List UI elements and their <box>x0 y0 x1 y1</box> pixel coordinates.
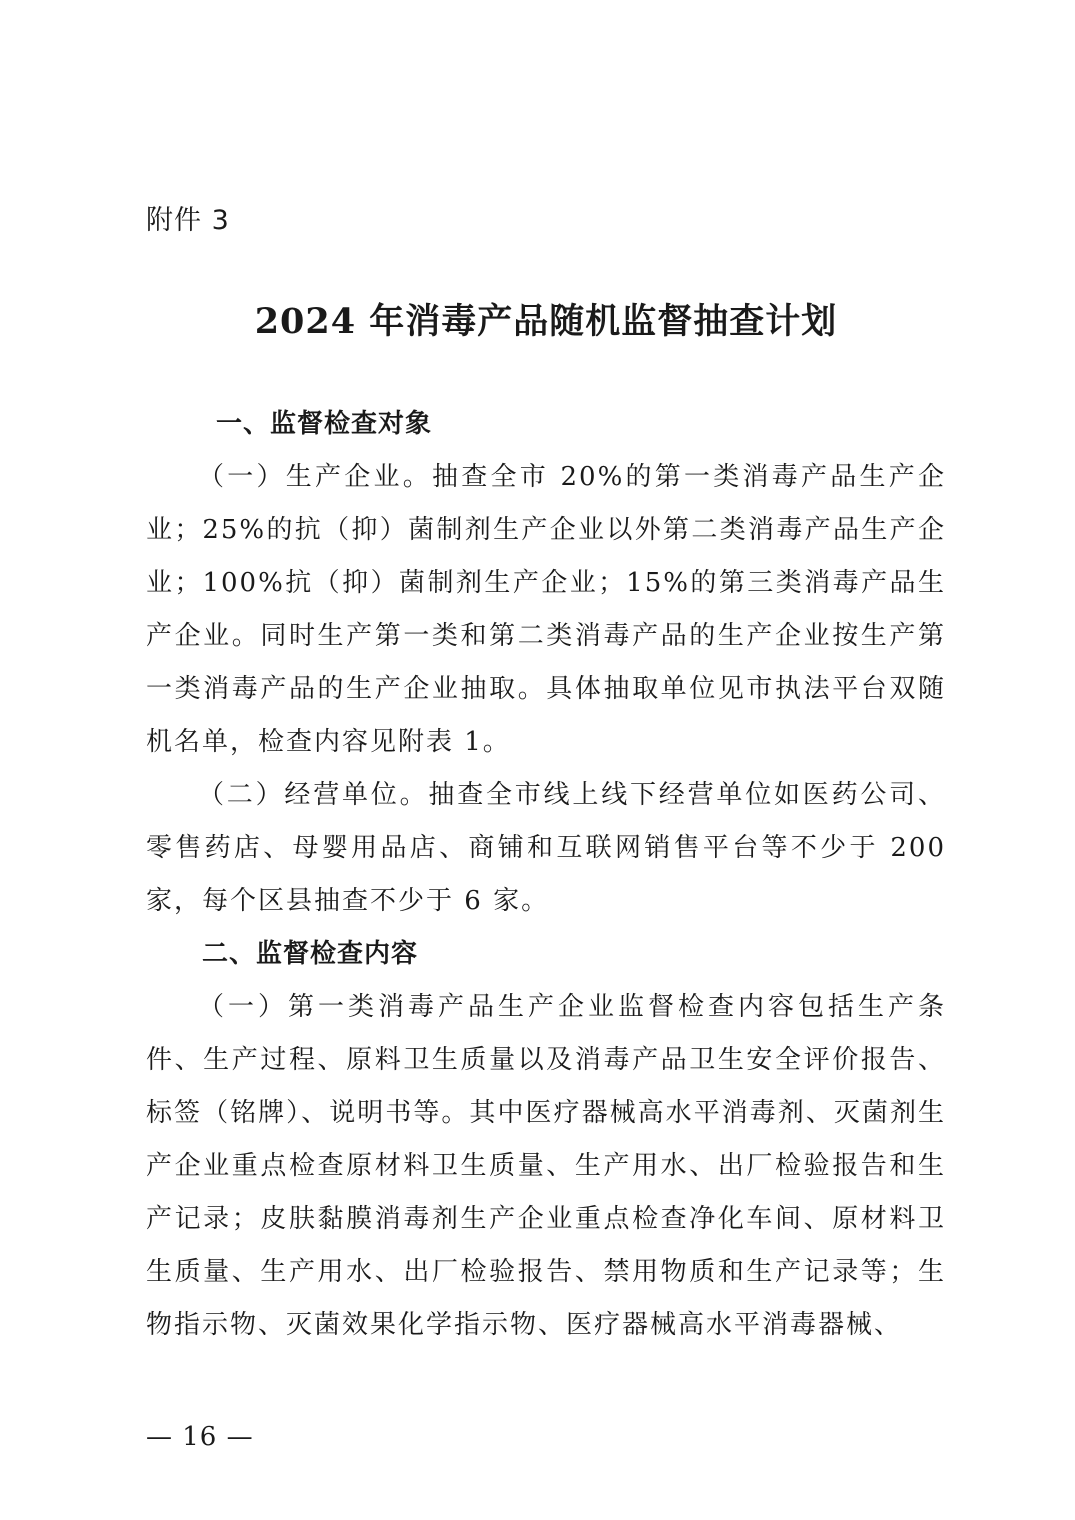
document-title: 2024 年消毒产品随机监督抽查计划 <box>254 301 838 342</box>
section-1-paragraph-1: （一）生产企业。抽查全市 20%的第一类消毒产品生产企业；25%的抗（抑）菌制剂生产企业以外第二类消毒产品生产企业；100%抗（抑）菌制剂生产企业；15%的第三类消毒产品生产企业。同时生产第一类和第二类消毒产品的生产企业按生产第一类消毒产品的生产企业抽取。具体抽取单位见市执法平台双随机名单，检查内容见附表 1。 <box>146 462 946 757</box>
section-1-paragraph-2: （二）经营单位。抽查全市线上线下经营单位如医药公司、零售药店、母婴用品店、商铺和互联网销售平台等不少于 200 家，每个区县抽查不少于 6 家。 <box>146 780 946 916</box>
page-number: — 16 — <box>146 1422 254 1452</box>
section-1-heading: 一、监督检查对象 <box>216 409 433 439</box>
document-body <box>146 398 946 1352</box>
attachment-label: 附件 3 <box>146 205 230 236</box>
section-2-paragraph-1: （一）第一类消毒产品生产企业监督检查内容包括生产条件、生产过程、原料卫生质量以及消毒产品卫生安全评价报告、标签（铭牌）、说明书等。其中医疗器械高水平消毒剂、灭菌剂生产企业重点检查原材料卫生质量、生产用水、出厂检验报告和生产记录；皮肤黏膜消毒剂生产企业重点检查净化车间、原材料卫生质量、生产用水、出厂检验报告、禁用物质和生产记录等；生物指示物、灭菌效果化学指示物、医疗器械高水平消毒器械、 <box>146 992 946 1340</box>
section-2-heading: 二、监督检查内容 <box>202 939 419 969</box>
